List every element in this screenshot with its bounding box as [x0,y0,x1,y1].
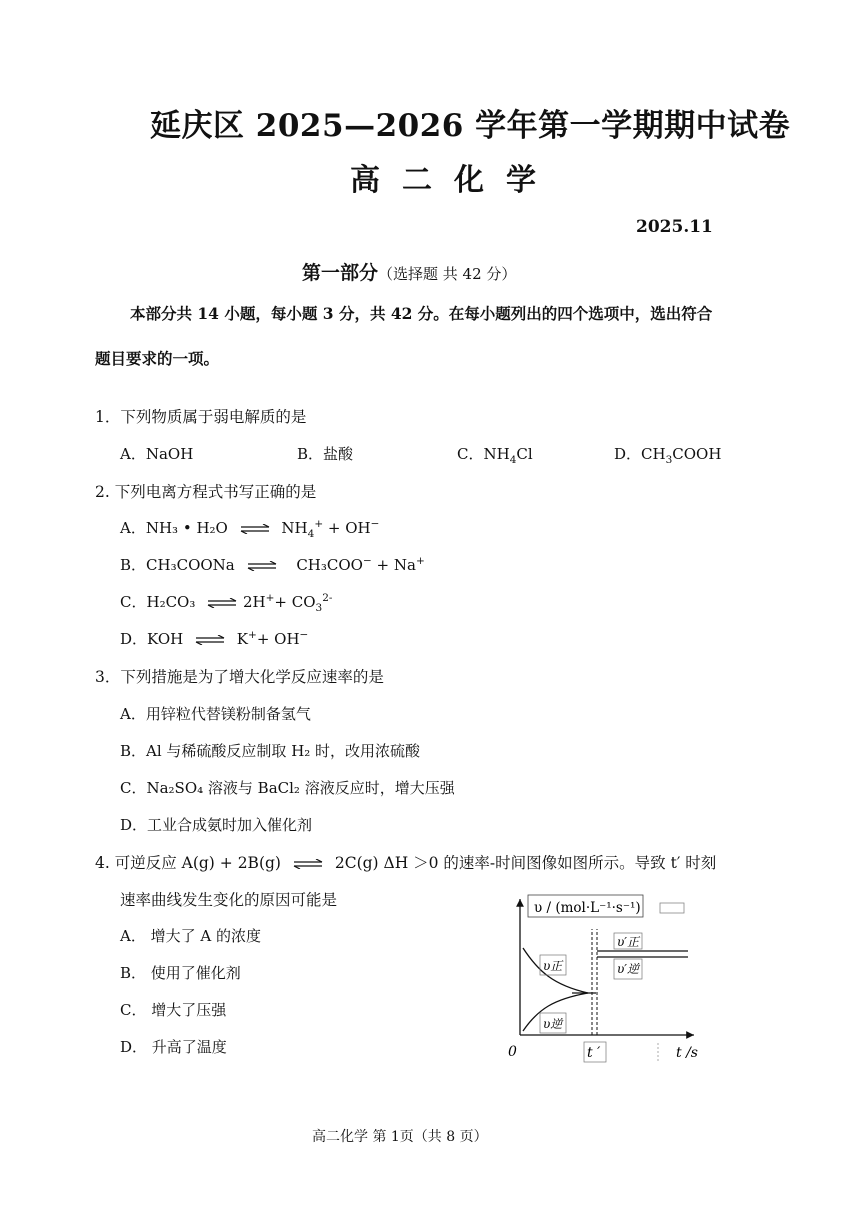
question-3-stem: 3．下列措施是为了增大化学反应速率的是 [95,668,384,686]
q2-option-a: A．NH₃ • H₂O $NH_4^+ + OH^-$ [120,518,380,540]
q4-option-b: B． 使用了催化剂 [120,964,241,982]
equilibrium-arrow-icon [292,859,324,869]
section-note: （选择题 共 42 分） [378,265,517,283]
equilibrium-arrow-icon [239,524,271,534]
question-4-stem: 4. 可逆反应 A(g) + 2B(g) 2C(g) ΔH ＞0 的速率-时间图像如图所示。导致 t′ 时刻 [95,854,717,872]
section-name: 第一部分 [302,262,379,284]
instruction-line-2: 题目要求的一项。 [95,349,220,368]
equilibrium-arrow-icon [194,635,226,645]
x-axis-label: t /s [676,1045,698,1061]
q3-option-b: B．Al 与稀硫酸反应制取 H₂ 时，改用浓硫酸 [120,742,421,760]
question-1-stem: 1．下列物质属于弱电解质的是 [95,408,307,426]
q3-option-c: C．Na₂SO₄ 溶液与 BaCl₂ 溶液反应时，增大压强 [120,779,455,797]
rate-time-figure [498,893,718,1068]
question-2-stem: 2. 下列电离方程式书写正确的是 [95,483,317,501]
scan-mark [660,903,684,913]
section-heading [302,258,516,285]
q1-option-d: D．$CH_3COOH$ [614,445,722,466]
v-reverse-prime-label: υ′逆 [617,962,640,976]
question-4-stem-line2: 速率曲线发生变化的原因可能是 [120,891,338,909]
y-axis-label: υ / (mol·L⁻¹·s⁻¹) [534,900,641,916]
exam-title: 延庆区 2025—2026 学年第一学期期中试卷 [150,108,791,144]
q1-option-c: C．$NH_4Cl$ [457,445,533,466]
page-footer: 高二化学 第 1页（共 8 页） [312,1129,488,1145]
t-prime-label: t ′ [587,1045,601,1061]
instruction-line-1: 本部分共 14 小题，每小题 3 分，共 42 分。在每小题列出的四个选项中，选出符合 [130,304,713,323]
v-reverse-label: υ逆 [543,1017,563,1031]
q4-option-d: D． 升高了温度 [120,1038,227,1056]
q4-option-a: A． 增大了 A 的浓度 [120,927,261,945]
q3-option-a: A．用锌粒代替镁粉制备氢气 [120,705,311,723]
q2-option-b: B．CH₃COONa CH₃COO− + Na+ [120,555,425,574]
origin-label: 0 [508,1044,517,1060]
q2-option-d: D．KOH K++ OH− [120,629,309,648]
equilibrium-arrow-icon [206,598,238,608]
subject-title: 高二化学 [350,163,558,198]
q1-option-b: B．盐酸 [297,445,354,463]
exam-date: 2025.11 [636,217,713,237]
q3-option-d: D．工业合成氨时加入催化剂 [120,816,313,834]
q2-option-c: C．H₂CO₃ $2H^++ CO_3^{2-}$ [120,592,333,614]
v-forward-label: υ正 [543,959,563,973]
q4-option-c: C． 增大了压强 [120,1001,227,1019]
q1-option-a: A．NaOH [120,445,194,463]
equilibrium-arrow-icon [246,561,278,571]
v-forward-prime-label: υ′正 [617,935,640,949]
